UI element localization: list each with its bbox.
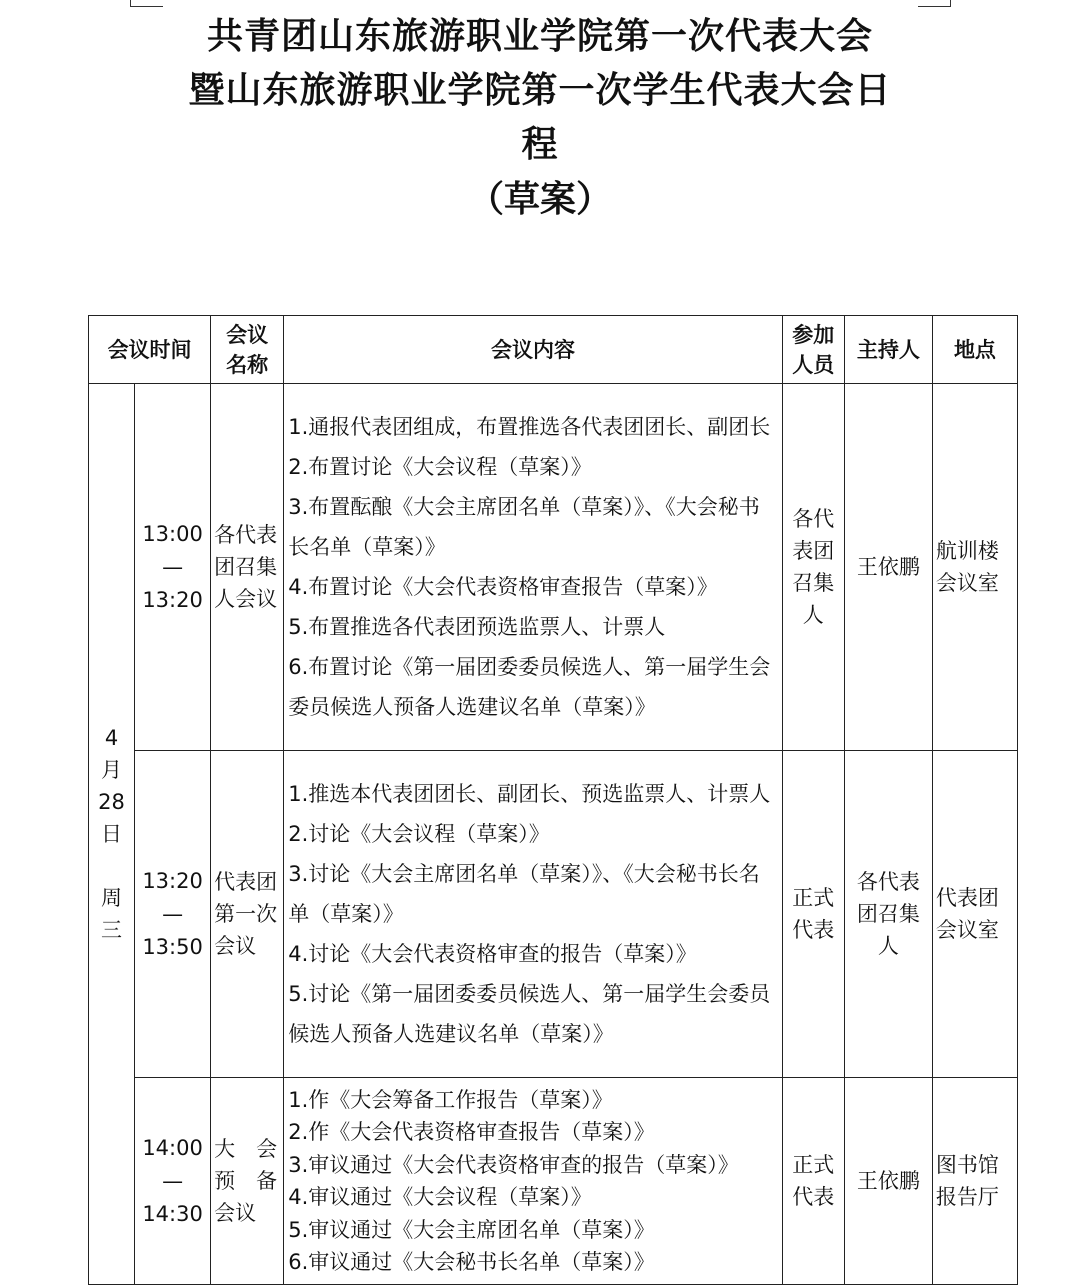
time-end: 13:50 — [142, 934, 203, 959]
header-content: 会议内容 — [284, 316, 783, 384]
page-corner-mark-right — [918, 0, 951, 7]
meeting-name-line: 预 备 — [214, 1169, 278, 1193]
content-item: 3.布置酝酿《大会主席团名单（草案）》、《大会秘书长名单（草案）》 — [288, 495, 760, 559]
time-cell — [135, 1078, 211, 1285]
date-day: 日 — [101, 822, 123, 846]
participants-cell — [782, 751, 844, 1078]
time-cell — [135, 384, 211, 751]
content-item: 5.讨论《第一届团委委员候选人、第一届学生会委员候选人预备人选建议名单（草案）》 — [288, 982, 771, 1046]
header-participants — [782, 316, 844, 384]
participants-line: 正式 — [792, 886, 835, 910]
time-start: 13:00 — [142, 521, 203, 546]
meeting-content-cell — [284, 384, 783, 751]
content-item: 1.作《大会筹备工作报告（草案）》 — [288, 1087, 613, 1112]
content-item: 5.审议通过《大会主席团名单（草案）》 — [288, 1217, 655, 1242]
content-item: 6.审议通过《大会秘书长名单（草案）》 — [288, 1250, 655, 1274]
participants-line: 代表 — [792, 918, 835, 942]
header-time: 会议时间 — [89, 316, 211, 384]
meeting-name-line: 会议 — [214, 934, 257, 958]
meeting-name-cell — [211, 1078, 284, 1285]
content-item: 1.通报代表团组成，布置推选各代表团团长、副团长 — [288, 415, 771, 439]
table-row — [89, 1078, 1018, 1285]
date-cell — [89, 384, 135, 1285]
content-item: 3.讨论《大会主席团名单（草案）》、《大会秘书长名单（草案）》 — [288, 862, 760, 926]
content-item: 4.布置讨论《大会代表资格审查报告（草案）》 — [288, 575, 718, 599]
participants-cell — [782, 384, 844, 751]
header-host: 主持人 — [844, 316, 932, 384]
header-name-line-2: 名称 — [226, 352, 269, 377]
time-start: 13:20 — [142, 868, 203, 893]
participants-line: 召集 — [792, 571, 835, 595]
time-end: 13:20 — [142, 587, 203, 612]
table-header-row — [89, 316, 1018, 384]
location-line: 代表团 — [935, 886, 999, 910]
participants-cell — [782, 1078, 844, 1285]
schedule-table — [88, 315, 1018, 1285]
header-location: 地点 — [932, 316, 1017, 384]
host-cell — [844, 1078, 932, 1285]
content-item: 6.布置讨论《第一届团委委员候选人、第一届学生会委员候选人预备人选建议名单（草案）》 — [288, 655, 771, 719]
time-dash: — — [162, 1168, 184, 1193]
content-item: 4.审议通过《大会议程（草案）》 — [288, 1185, 592, 1209]
location-line: 航训楼 — [935, 539, 999, 563]
content-item: 4.讨论《大会代表资格审查的报告（草案）》 — [288, 942, 697, 966]
content-item: 3.审议通过《大会代表资格审查的报告（草案）》 — [288, 1152, 739, 1177]
meeting-name-line: 各代表 — [214, 523, 278, 547]
content-item: 5.布置推选各代表团预选监票人、计票人 — [288, 615, 666, 639]
location-cell — [932, 384, 1017, 751]
content-item: 2.作《大会代表资格审查报告（草案）》 — [288, 1120, 655, 1144]
location-line: 会议室 — [935, 918, 999, 942]
header-participants-line-1: 参加 — [792, 322, 835, 347]
time-dash: — — [162, 901, 184, 926]
content-item: 1.推选本代表团团长、副团长、预选监票人、计票人 — [288, 782, 771, 806]
host-line: 王依鹏 — [856, 555, 920, 579]
meeting-name-line: 大 会 — [214, 1137, 278, 1161]
host-line: 团召集 — [856, 902, 920, 926]
host-cell — [844, 751, 932, 1078]
title-line-1: 共青团山东旅游职业学院第一次代表大会 — [206, 16, 873, 57]
header-name-line-1: 会议 — [226, 322, 269, 347]
host-line: 人 — [877, 934, 899, 958]
meeting-content-cell — [284, 1078, 783, 1285]
title-line-2: 暨山东旅游职业学院第一次学生代表大会日 — [188, 70, 892, 111]
participants-line: 代表 — [792, 1185, 835, 1209]
date-month-num: 4 — [104, 726, 119, 750]
content-item: 2.讨论《大会议程（草案）》 — [288, 822, 550, 846]
location-cell — [932, 1078, 1017, 1285]
header-participants-line-2: 人员 — [792, 352, 835, 377]
time-cell — [135, 751, 211, 1078]
date-weekday-1: 周 — [101, 886, 123, 910]
location-line: 图书馆 — [935, 1153, 999, 1177]
meeting-name-line: 人会议 — [214, 587, 278, 611]
participants-line: 正式 — [792, 1153, 835, 1177]
date-weekday-2: 三 — [101, 918, 123, 942]
meeting-name-line: 第一次 — [214, 902, 278, 926]
location-cell — [932, 751, 1017, 1078]
title-subtitle: （草案） — [467, 179, 612, 220]
header-name — [211, 316, 284, 384]
date-day-num: 28 — [98, 790, 125, 814]
host-cell — [844, 384, 932, 751]
host-line: 各代表 — [856, 870, 920, 894]
title-line-3: 程 — [521, 124, 559, 165]
participants-line: 各代 — [792, 507, 835, 531]
host-line: 王依鹏 — [856, 1169, 920, 1193]
meeting-name-cell — [211, 751, 284, 1078]
table-row — [89, 384, 1018, 751]
time-start: 14:00 — [142, 1135, 203, 1160]
participants-line: 人 — [802, 603, 824, 627]
meeting-name-line: 代表团 — [214, 870, 278, 894]
participants-line: 表团 — [792, 539, 835, 563]
page-corner-mark-left — [130, 0, 163, 7]
meeting-name-line: 团召集 — [214, 555, 278, 579]
document-title — [0, 10, 1080, 228]
date-month: 月 — [101, 758, 123, 782]
location-line: 报告厅 — [935, 1185, 999, 1209]
table-row — [89, 751, 1018, 1078]
meeting-name-cell — [211, 384, 284, 751]
time-dash: — — [162, 554, 184, 579]
location-line: 会议室 — [935, 571, 999, 595]
content-item: 2.布置讨论《大会议程（草案）》 — [288, 455, 592, 479]
time-end: 14:30 — [142, 1201, 203, 1226]
meeting-name-line: 会议 — [214, 1201, 257, 1225]
meeting-content-cell — [284, 751, 783, 1078]
